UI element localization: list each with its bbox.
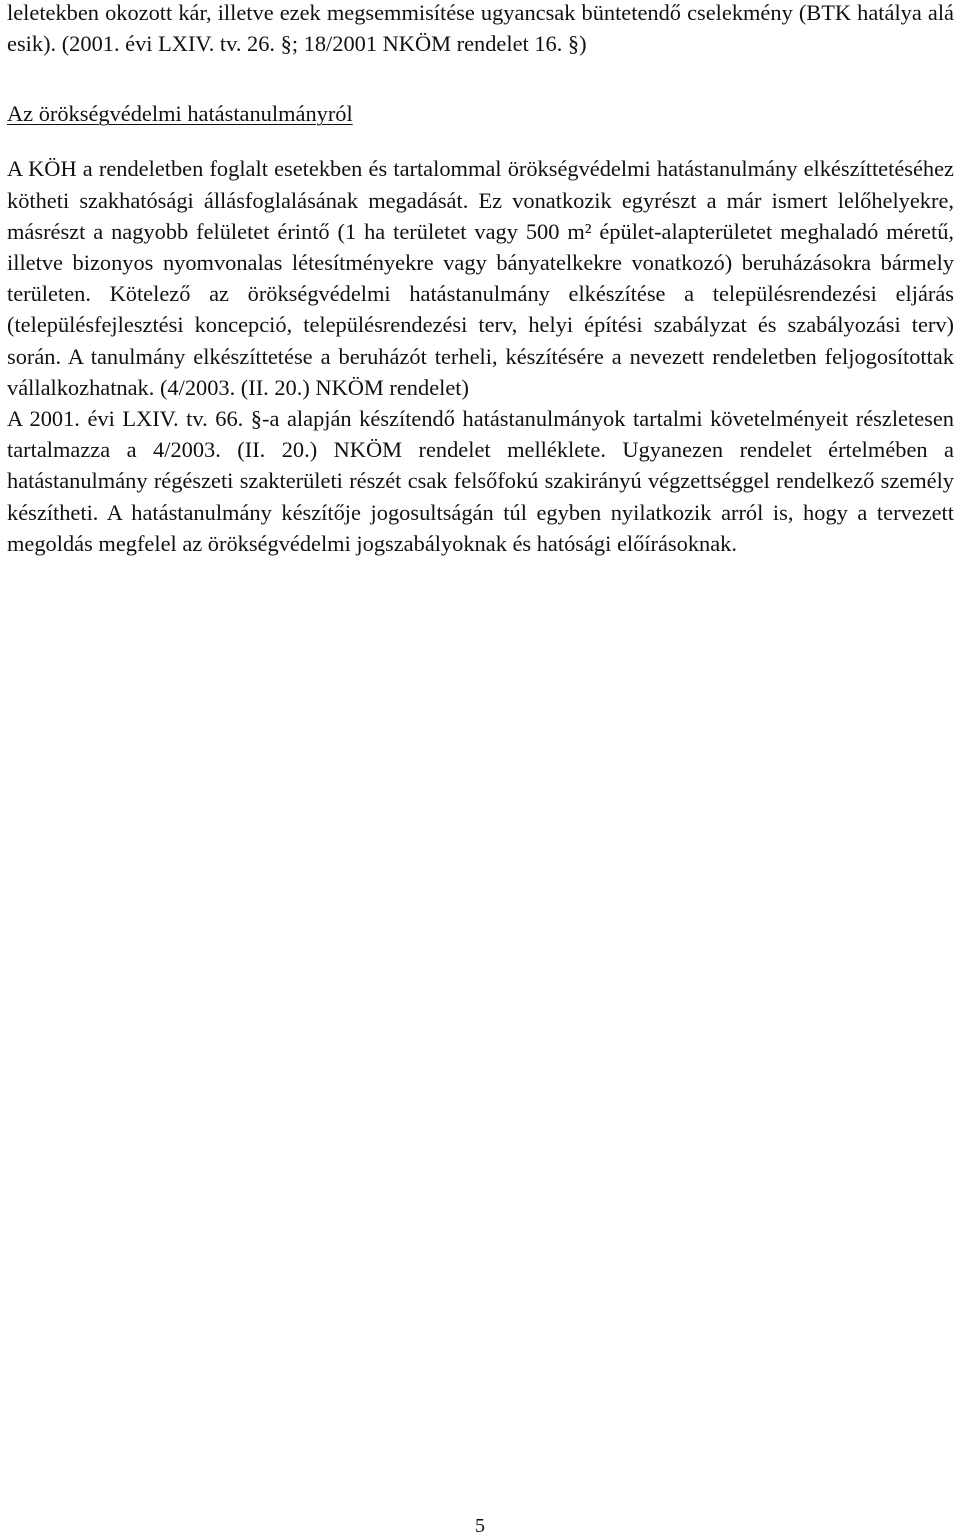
page-number: 5 — [475, 1515, 485, 1537]
intro-paragraph: leletekben okozott kár, illetve ezek megsemmisítése ugyancsak büntetendő cselekmény (BTK hatálya alá esik). (2001. évi LXIV. tv. 26. §; 18/2001 NKÖM rendelet 16. §) — [7, 0, 954, 57]
body-paragraph-1: A KÖH a rendeletben foglalt esetekben és tartalommal örökségvédelmi hatástanulmány elkészíttetéséhez kötheti szakhatósági állásfoglalásának megadását. Ez vonatkozik egyrészt a már ismert lelőhelyekre, másrészt a nagyobb felületet érintő (1 ha területet vagy 500 m² épület-alapterületet meghaladó méretű, illetve bizonyos nyomvonalas létesítményekre vagy bányatelkekre vonatkozó) beruházásokra bármely területen. Kötelező az örökségvédelmi hatástanulmány elkészítése a településrendezési eljárás (településfejlesztési koncepció, településrendezési terv, helyi építési szabályzat és szabályozási terv) során. A tanulmány elkészíttetése a beruházót terheli, készítésére a nevezett rendeletben feljogosítottak vállalkozhatnak. (4/2003. (II. 20.) NKÖM rendelet) — [7, 156, 954, 400]
body-paragraph-2: A 2001. évi LXIV. tv. 66. §-a alapján készítendő hatástanulmányok tartalmi követelményeit részletesen tartalmazza a 4/2003. (II. 20.) NKÖM rendelet melléklete. Ugyanezen rendelet értelmében a hatástanulmány régészeti szakterületi részét csak felsőfokú szakirányú végzettséggel rendelkező személy készítheti. A hatástanulmány készítője jogosultságán túl egyben nyilatkozik arról is, hogy a tervezett megoldás megfelel az örökségvédelmi jogszabályoknak és hatósági előírásoknak. — [7, 406, 954, 556]
document-page — [7, 0, 954, 559]
section-heading: Az örökségvédelmi hatástanulmányról — [7, 101, 353, 127]
